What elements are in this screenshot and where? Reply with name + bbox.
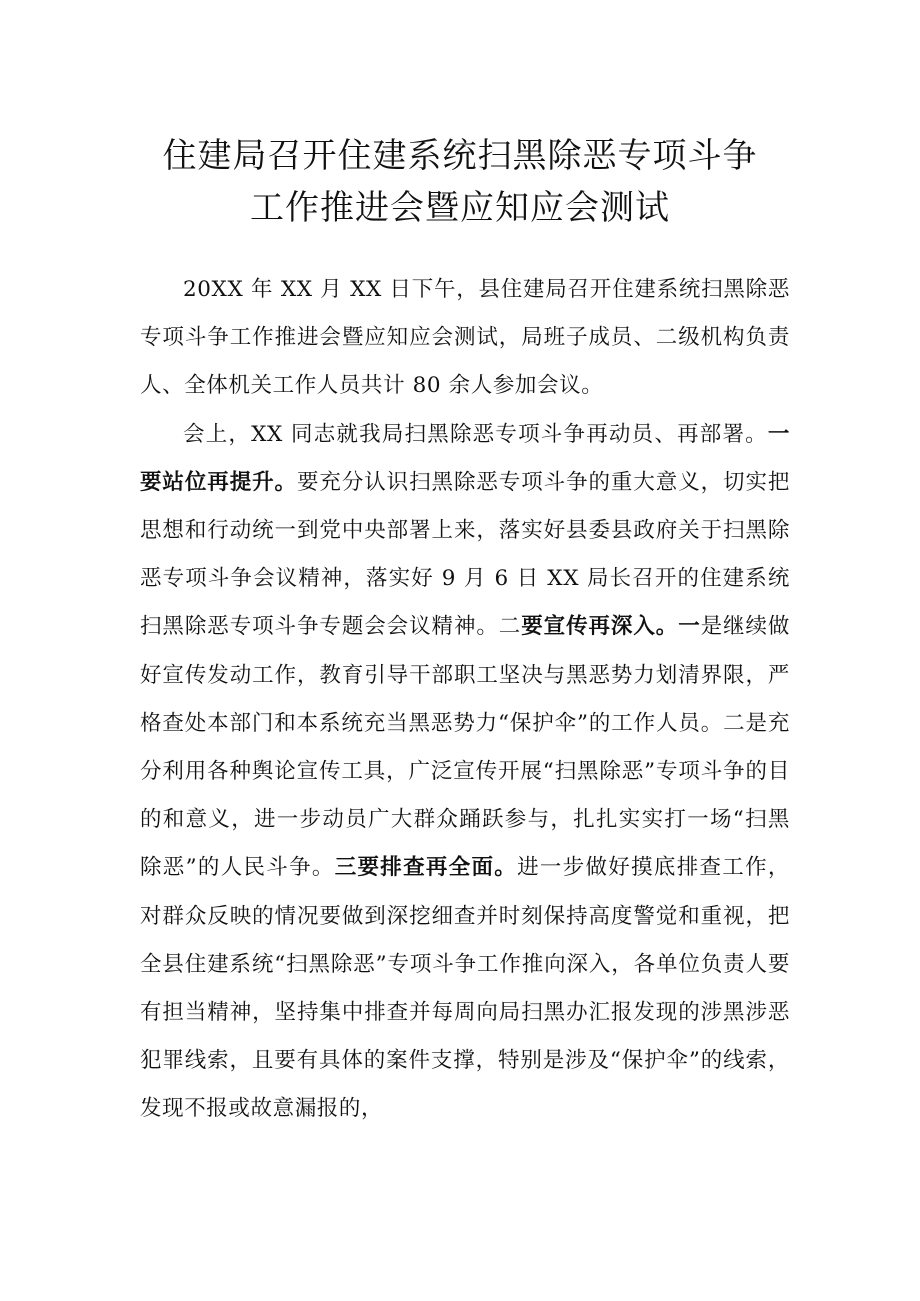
document-title-line1: 住建局召开住建系统扫黑除恶专项斗争 bbox=[162, 136, 758, 176]
point-3-heading: 三要排查再全面。 bbox=[334, 855, 518, 881]
paragraph-2-intro: 会上，XX 同志就我局扫黑除恶专项斗争再动员、再部署。 bbox=[183, 421, 768, 447]
document-body bbox=[140, 266, 790, 1134]
point-1-heading: 一要站位再提升。 bbox=[140, 421, 790, 495]
paragraph-1: 20XX 年 XX 月 XX 日下午，县住建局召开住建系统扫黑除恶专项斗争工作推进会暨应知应会测试，局班子成员、二级机构负责人、全体机关工作人员共计 80 余人参加会议。 bbox=[140, 277, 790, 399]
point-3-text: 进一步做好摸底排查工作，对群众反映的情况要做到深挖细查并时刻保持高度警觉和重视，把全县住建系统“扫黑除恶”专项斗争工作推向深入，各单位负责人要有担当精神，坚持集中排查并每周向局扫黑办汇报发现的涉黑涉恶犯罪线索，且要有具体的案件支撑，特别是涉及“保护伞”的线索，发现不报或故意漏报的， bbox=[140, 855, 790, 1122]
document-title-line2: 工作推进会暨应知应会测试 bbox=[250, 188, 670, 228]
point-2-text: 是继续做好宣传发动工作，教育引导干部职工坚决与黑恶势力划清界限，严格查处本部门和本系统充当黑恶势力“保护伞”的工作人员。二是充分利用各种舆论宣传工具，广泛宣传开展“扫黑除恶”专项斗争的目的和意义，进一步动员广大群众踊跃参与，扎扎实实打一场“扫黑除恶”的人民斗争。 bbox=[140, 614, 790, 881]
point-2-heading: 要宣传再深入。一 bbox=[521, 614, 701, 640]
paragraph-2 bbox=[140, 411, 790, 1134]
point-1-text: 要充分认识扫黑除恶专项斗争的重大意义，切实把思想和行动统一到党中央部署上来，落实好县委县政府关于扫黑除恶专项斗争会议精神，落实好 9 月 6 日 XX 局长召开的住建系统扫黑除恶专项斗争专题会会议精神。二 bbox=[140, 469, 791, 640]
